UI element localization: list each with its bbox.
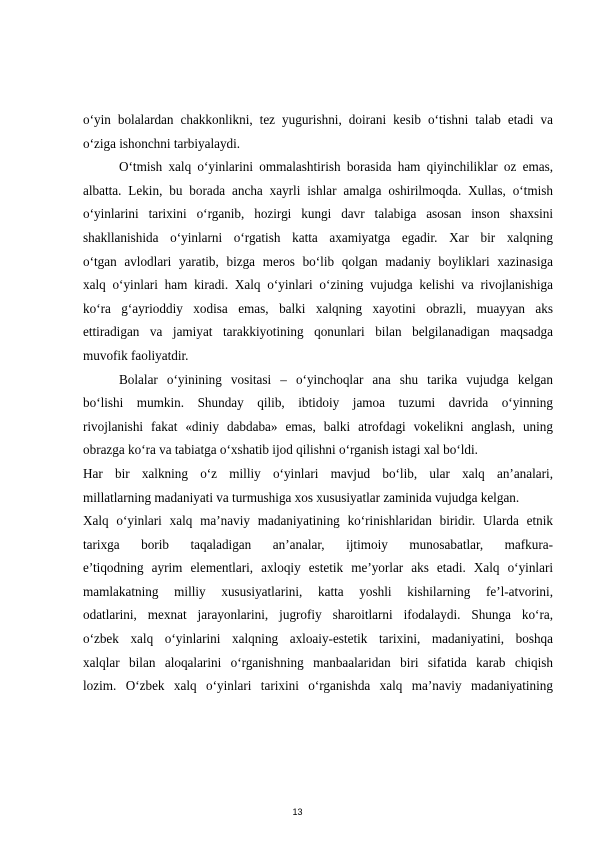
text-line: o‘zbek xalq o‘yinlarini xalqning axloaiy-estetik tarixini, madaniyatini, boshqa	[83, 631, 553, 647]
text-line: shakllanishida o‘yinlarni o‘rgatish katta axamiyatga egadir. Xar bir xalqning	[83, 229, 553, 245]
text-line: tarixga borib taqaladigan an’analar, ijtimoiy munosabatlar, mafkura-	[83, 536, 553, 552]
text-line: xalq o‘yinlari ham kiradi. Xalq o‘yinlari o‘zining vujudga kelishi va rivojlanishiga	[83, 277, 553, 293]
text-line: albatta. Lekin, bu borada ancha xayrli ishlar amalga oshirilmoqda. Xullas, o‘tmish	[83, 182, 553, 198]
text-line: ko‘ra g‘ayrioddiy xodisa emas, balki xalqning xayotini obrazli, muayyan aks	[83, 300, 553, 316]
text-line: odatlarini, mexnat jarayonlarini, jugrofiy sharoitlarni ifodalaydi. Shunga ko‘ra,	[83, 607, 553, 623]
text-line: o‘yin bolalardan chakkonlikni, tez yugurishni, doirani kesib o‘tishni talab etadi va	[83, 112, 553, 127]
text-line: o‘ziga ishonchni tarbiyalaydi.	[83, 135, 241, 151]
text-line: lozim. O‘zbek xalq o‘yinlari tarixini o‘rganishda xalq ma’naviy madaniyatining	[83, 678, 553, 694]
text-line: o‘yinlarini tarixini o‘rganib, hozirgi kungi davr talabiga asosan inson shaxsini	[83, 206, 553, 222]
text-line: xalqlar bilan aloqalarini o‘rganishning manbaalaridan biri sifatida karab chiqish	[83, 654, 553, 670]
text-line: O‘tmish xalq o‘yinlarini ommalashtirish borasida ham qiyinchiliklar oz emas,	[119, 159, 553, 175]
text-line: o‘tgan avlodlari yaratib, bizga meros bo‘lib qolgan madaniy boyliklari xazinasiga	[83, 253, 553, 269]
text-line: bo‘lishi mumkin. Shunday qilib, ibtidoiy jamoa tuzumi davrida o‘yinning	[83, 395, 553, 411]
text-line: millatlarning madaniyati va turmushiga xos xususiyatlar zaminida vujudga kelgan.	[83, 489, 520, 505]
text-line: mamlakatning milliy xususiyatlarini, katta yoshli kishilarning fe’l-atvorini,	[83, 583, 553, 599]
text-line: Xalq o‘yinlari xalq ma’naviy madaniyatining ko‘rinishlaridan biridir. Ularda etnik	[83, 513, 553, 529]
text-line: obrazga ko‘ra va tabiatga o‘xshatib ijod qilishni o‘rganish istagi xal bo‘ldi.	[83, 442, 478, 458]
text-line: muvofik faoliyatdir.	[83, 347, 189, 363]
text-line: e’tiqodning ayrim elementlari, axloqiy estetik me’yorlar aks etadi. Xalq o‘yinlari	[83, 560, 553, 576]
body-text	[83, 108, 553, 698]
page-number: 13	[292, 807, 303, 817]
text-line: rivojlanishi fakat «diniy dabdaba» emas, balki atrofdagi vokelikni anglash, uning	[83, 418, 553, 434]
text-line: Har bir xalkning o‘z milliy o‘yinlari mavjud bo‘lib, ular xalq an’analari,	[83, 465, 553, 481]
text-line: Bolalar o‘yinining vositasi – o‘yinchoqlar ana shu tarika vujudga kelgan	[119, 371, 553, 387]
text-line: ettiradigan va jamiyat tarakkiyotining qonunlari bilan belgilanadigan maqsadga	[83, 324, 553, 340]
